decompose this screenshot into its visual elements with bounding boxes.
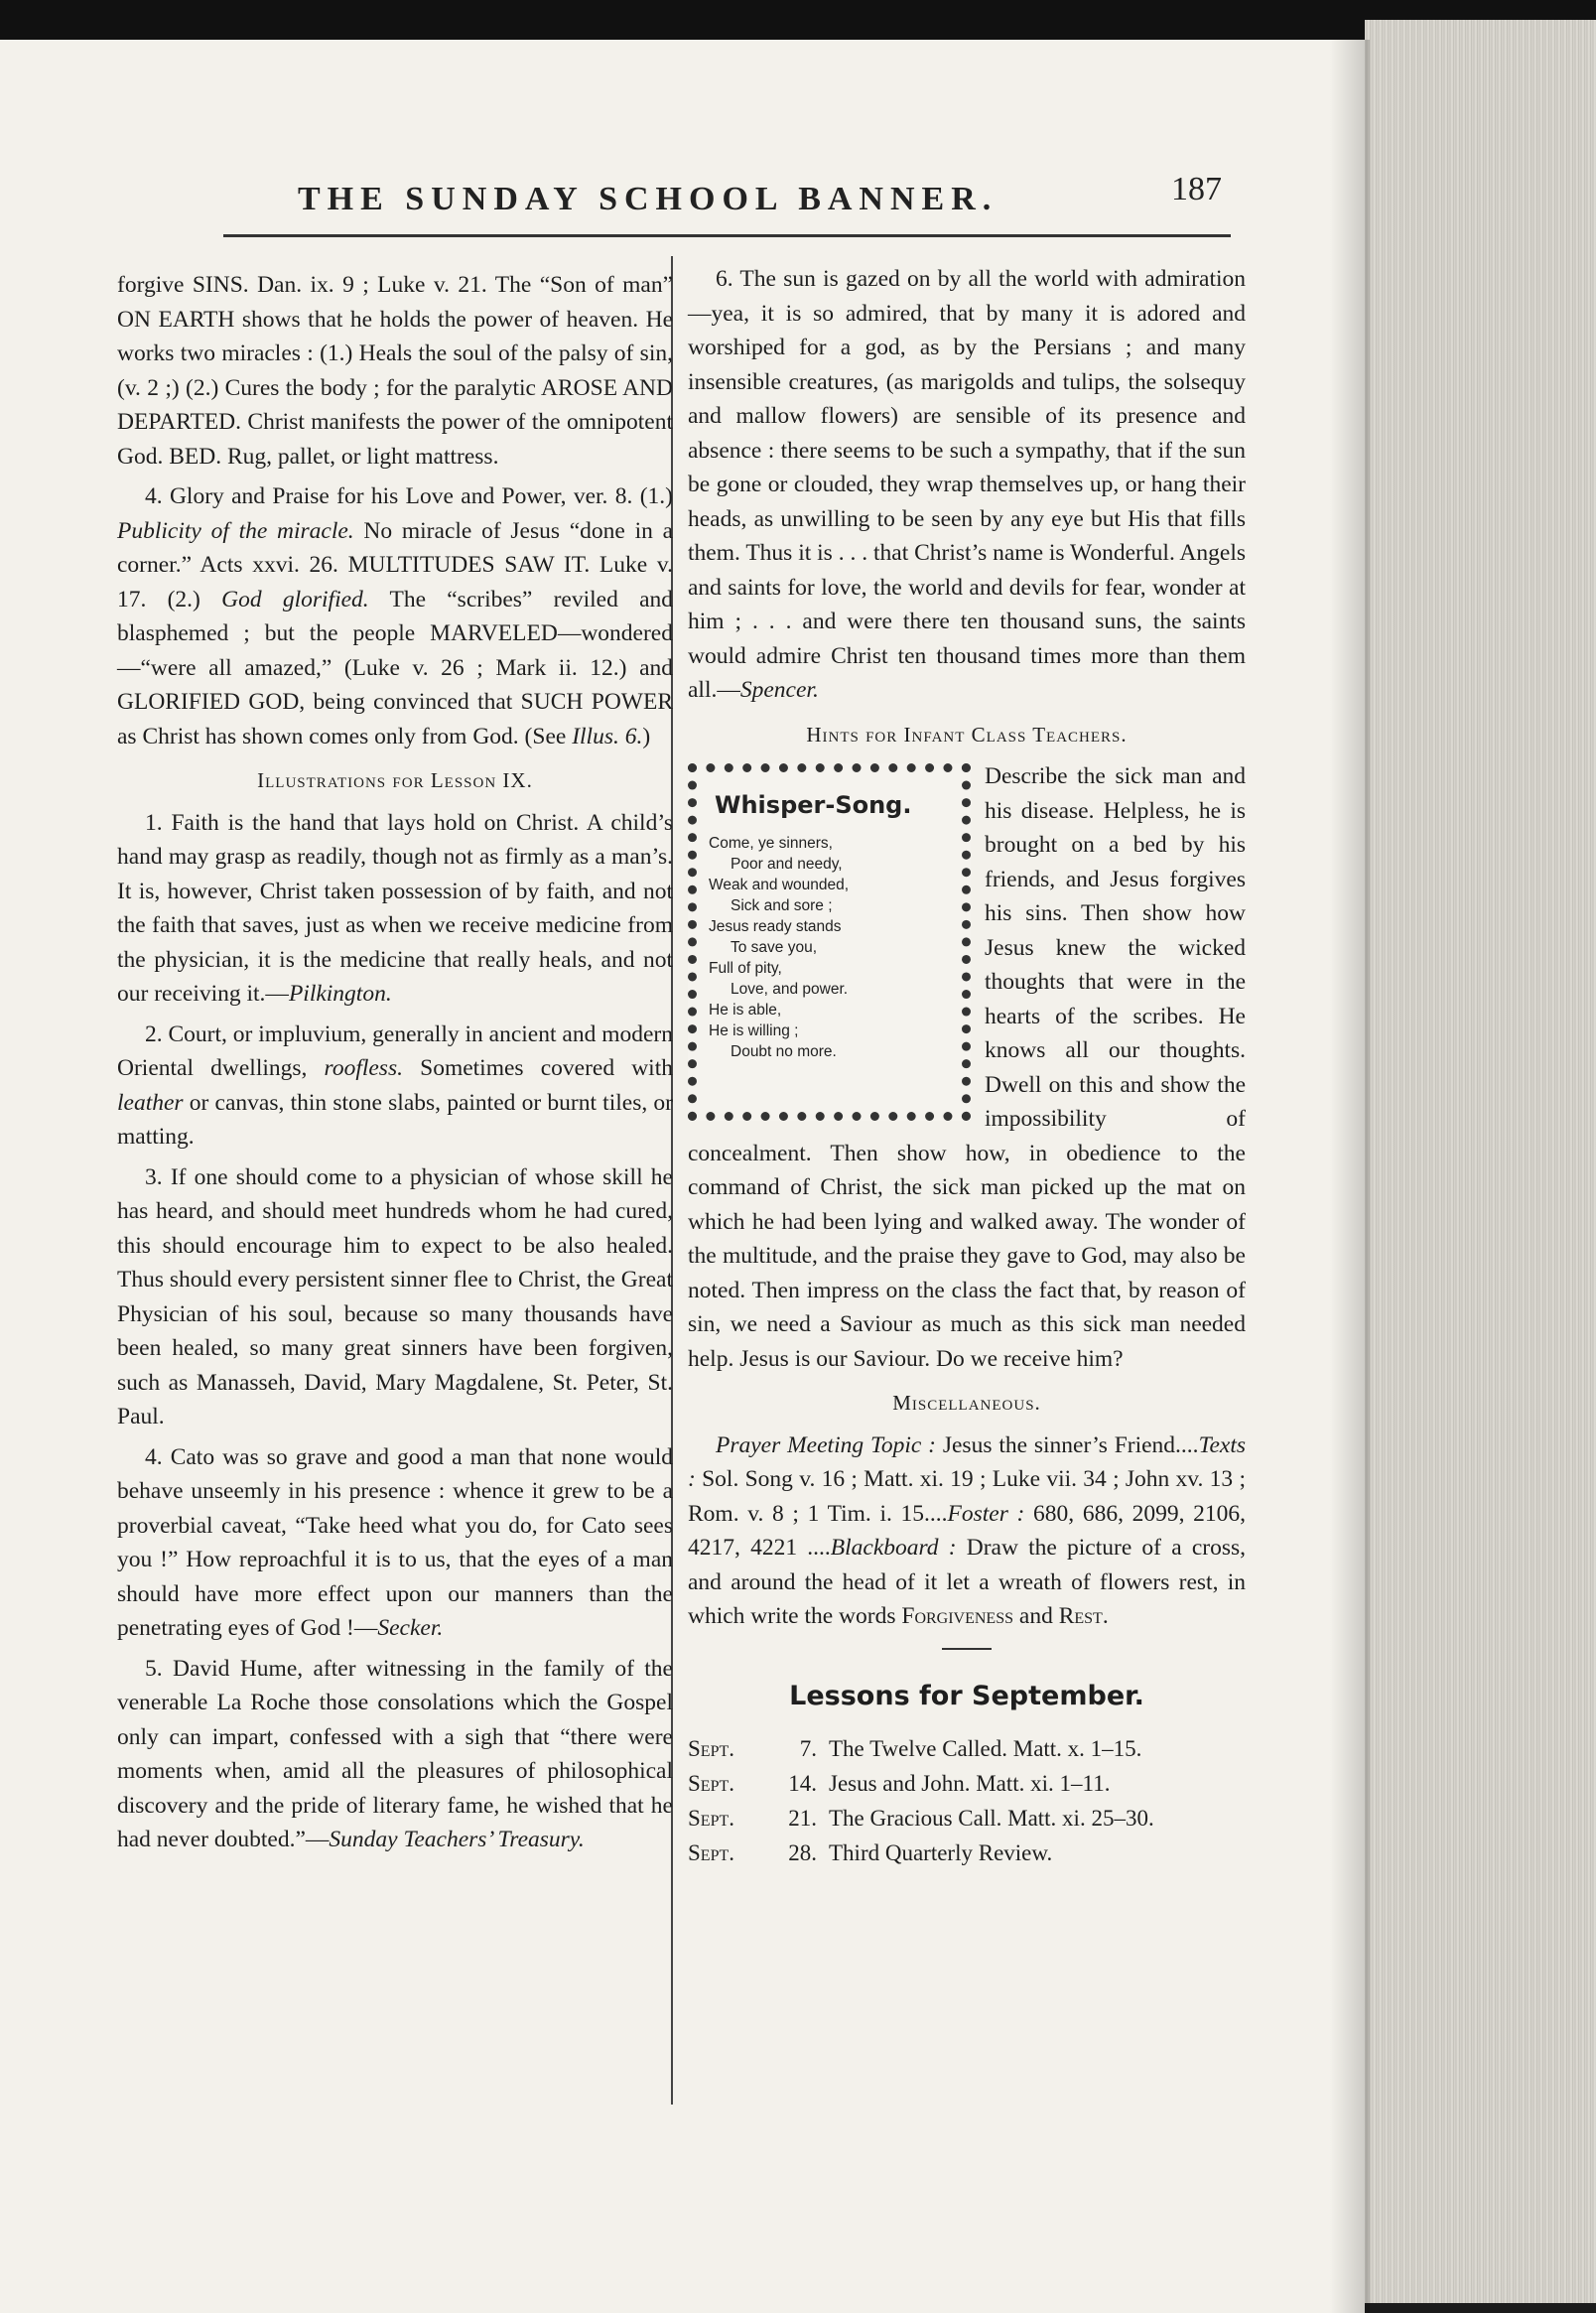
illustration-2 <box>117 1018 673 1155</box>
italic-text: Texts : <box>688 1431 1247 1492</box>
text-segment: 4. Cato was so grave and good a man that none would behave unseemly in his presence : whence it grew to be a proverbial caveat, “Take heed what you do, for Cato sees you !” How reproachful it is to us, that the eyes of a man should have more effect upon our manners than the penetrating eyes of God !— <box>117 1443 673 1641</box>
italic-text: God glorified. <box>221 586 369 612</box>
song-line: Love, and power. <box>731 980 849 998</box>
header-rule <box>223 234 1231 237</box>
attribution: Sunday Teachers’ Treasury. <box>329 1827 585 1852</box>
illustrations-heading: Illustrations for Lesson IX. <box>257 768 533 792</box>
italic-text: roofless. <box>324 1055 403 1081</box>
text-segment: 680, 686, 2099, 2106, 4217, 4221 .... <box>688 1500 1247 1561</box>
text-segment: Jesus the sinner’s Friend.... <box>942 1431 1199 1458</box>
text-segment: Sometimes covered with <box>420 1055 673 1081</box>
song-line: Come, ye sinners, <box>709 834 833 852</box>
lesson-month: Sept. <box>688 1771 734 1796</box>
lessons-title: Lessons for September. <box>789 1680 1144 1711</box>
italic-text: Blackboard : <box>830 1535 957 1561</box>
illustration-1 <box>117 806 673 1012</box>
text-segment: Sol. Song v. 16 ; Matt. xi. 19 ; Luke vii. 34 ; John xv. 13 ; Rom. v. 8 ; 1 Tim. i. 15.... <box>688 1466 1246 1527</box>
miscellaneous-paragraph <box>688 1429 1246 1634</box>
text-segment: or canvas, thin stone slabs, painted or burnt tiles, or matting. <box>117 1089 673 1150</box>
text-segment: ) <box>642 723 651 749</box>
hints-paragraph: Describe the sick man and his disease. Helpless, he is brought on a bed by his friends, and Jesus forgives his sins. Then show how Jesus knew the wicked thoughts that were in the hearts of the scribes. He knows all our thoughts. Dwell on this and show the impossibility of concealment. Then show how, in obedience to the command of Christ, the sick man picked up the mat on which he had been lying and walked away. The wonder of the multitude, and the praise they gave to God, may also be noted. Then impress on the class the fact that, by reason of sin, we need a Saviour as much as this sick man needed help. Jesus is our Saviour. Do we receive him? <box>688 763 1246 1372</box>
lesson-text: The Gracious Call. Matt. xi. 25–30. <box>829 1806 1154 1831</box>
lesson-text: The Twelve Called. Matt. x. 1–15. <box>829 1736 1142 1761</box>
song-line: Weak and wounded, <box>709 876 850 893</box>
song-line: He is willing ; <box>709 1021 799 1039</box>
illustration-6 <box>688 262 1246 708</box>
attribution: Pilkington. <box>288 981 392 1007</box>
attribution: Secker. <box>377 1615 444 1641</box>
miscellaneous-heading: Miscellaneous. <box>892 1391 1041 1415</box>
lesson-text: Jesus and John. Matt. xi. 1–11. <box>829 1771 1111 1796</box>
song-line: Sick and sore ; <box>731 896 833 914</box>
lesson-day: 21. <box>788 1806 817 1831</box>
text-segment: 6. The sun is gazed on by all the world with admiration—yea, it is so admired, that by many it is adored and worshiped for a god, as by the Persians ; and many insensible creatures, (as marigolds and tulips, the solsequy and mallow flowers) are sensible of its presence and absence : there seems to be such a sympathy, that if the sun be gone or clouded, they wrap themselves up, or hang their heads, as unwilling to be seen by any eye but His that fills them. Thus it is . . . that Christ’s name is Wonderful. Angels and saints for love, the world and devils for fear, wonder at him ; . . . and were there ten thousand suns, the saints would admire Christ ten thousand times more than them all.— <box>688 266 1246 703</box>
text-segment: The “scribes” reviled and blasphemed ; but the people MARVELED—wondered —“were all amazed,” (Luke v. 26 ; Mark ii. 12.) and GLORIFIED GOD, being convinced that SUCH POWER as Christ has shown comes only from God. (See <box>117 586 673 749</box>
hints-heading: Hints for Infant Class Teachers. <box>806 722 1128 747</box>
italic-text: Illus. 6. <box>572 723 643 749</box>
lesson-day: 7. <box>799 1736 817 1761</box>
right-column <box>688 262 1246 1870</box>
illustration-5 <box>117 1652 673 1857</box>
small-caps-text: Forgiveness <box>901 1603 1014 1629</box>
text-segment: 4. Glory and Praise for his Love and Power, ver. 8. (1.) <box>145 483 673 509</box>
left-column <box>117 268 673 1863</box>
lesson-month: Sept. <box>688 1736 734 1761</box>
song-title: Whisper-Song. <box>715 791 912 819</box>
lesson-row <box>688 1836 1246 1870</box>
paragraph-forgive-sins: forgive SINS. Dan. ix. 9 ; Luke v. 21. The “Son of man” ON EARTH shows that he holds the power of heaven. He works two miracles : (1.) Heals the soul of the palsy of sin, (v. 2 ;) (2.) Cures the body ; for the paralytic AROSE AND DEPARTED. Christ manifests the power of the omnipotent God. BED. Rug, pallet, or light mattress. <box>117 272 673 470</box>
text-segment: 5. David Hume, after witnessing in the family of the venerable La Roche those consolations which the Gospel only can impart, confessed with a sigh that “there were moments when, amid all the pleasures of philosophical discovery and the pride of literary fame, he wished that he had never doubted.”— <box>117 1655 673 1852</box>
text-segment: 1. Faith is the hand that lays hold on Christ. A child’s hand may grasp as readily, though not as firmly as a man’s. It is, however, Christ taken possession of by faith, and not the faith that saves, just as when we receive medicine from the physician, it is the medicine that really heals, and not our receiving it.— <box>117 809 673 1007</box>
illustration-3: 3. If one should come to a physician of whose skill he has heard, and should meet hundreds whom he had cured, this should encourage him to expect to be also healed. Thus should every persistent sinner flee to Christ, the Great Physician of his soul, because so many thousands have been healed, so many great sinners have been forgiven, such as Manasseh, David, Mary Magdalene, St. Peter, St. Paul. <box>117 1163 673 1429</box>
lesson-row <box>688 1801 1246 1836</box>
attribution: Spencer. <box>739 677 819 703</box>
lesson-text: Third Quarterly Review. <box>829 1840 1053 1865</box>
song-line: Doubt no more. <box>731 1042 837 1060</box>
page-number: 187 <box>1171 171 1222 207</box>
italic-text: leather <box>117 1089 184 1116</box>
lesson-row <box>688 1731 1246 1766</box>
page-gutter-shadow <box>1330 40 1370 2313</box>
song-line: Poor and needy, <box>731 855 843 873</box>
section-rule <box>942 1648 992 1650</box>
illustration-4 <box>117 1440 673 1646</box>
italic-text: Prayer Meeting Topic : <box>716 1431 936 1458</box>
book-page-edges <box>1365 20 1596 2303</box>
whisper-song-box <box>688 763 971 1121</box>
running-title: THE SUNDAY SCHOOL BANNER. <box>298 181 998 217</box>
song-line: To save you, <box>731 938 818 956</box>
paragraph-glory-and-praise <box>117 479 673 753</box>
text-segment: No miracle of Jesus “done in a corner.” Acts xxvi. 26. MULTITUDES SAW IT. Luke v. 17. (2.) <box>117 517 674 612</box>
small-caps-text: Rest. <box>1058 1603 1109 1629</box>
lesson-month: Sept. <box>688 1840 734 1865</box>
song-line: He is able, <box>709 1001 782 1019</box>
italic-text: Foster : <box>947 1500 1025 1527</box>
lesson-month: Sept. <box>688 1806 734 1831</box>
text-segment: 2. Court, or impluvium, generally in ancient and modern Oriental dwellings, <box>117 1020 673 1081</box>
text-segment: and <box>1018 1603 1053 1629</box>
lesson-day: 14. <box>788 1771 817 1796</box>
lesson-day: 28. <box>788 1840 817 1865</box>
song-line: Full of pity, <box>709 959 782 977</box>
lesson-row <box>688 1766 1246 1801</box>
italic-text: Publicity of the miracle. <box>117 517 354 544</box>
text-segment: Draw the picture of a cross, and around the head of it let a wreath of flowers rest, in which write the words <box>688 1535 1246 1629</box>
song-line: Jesus ready stands <box>709 917 842 935</box>
